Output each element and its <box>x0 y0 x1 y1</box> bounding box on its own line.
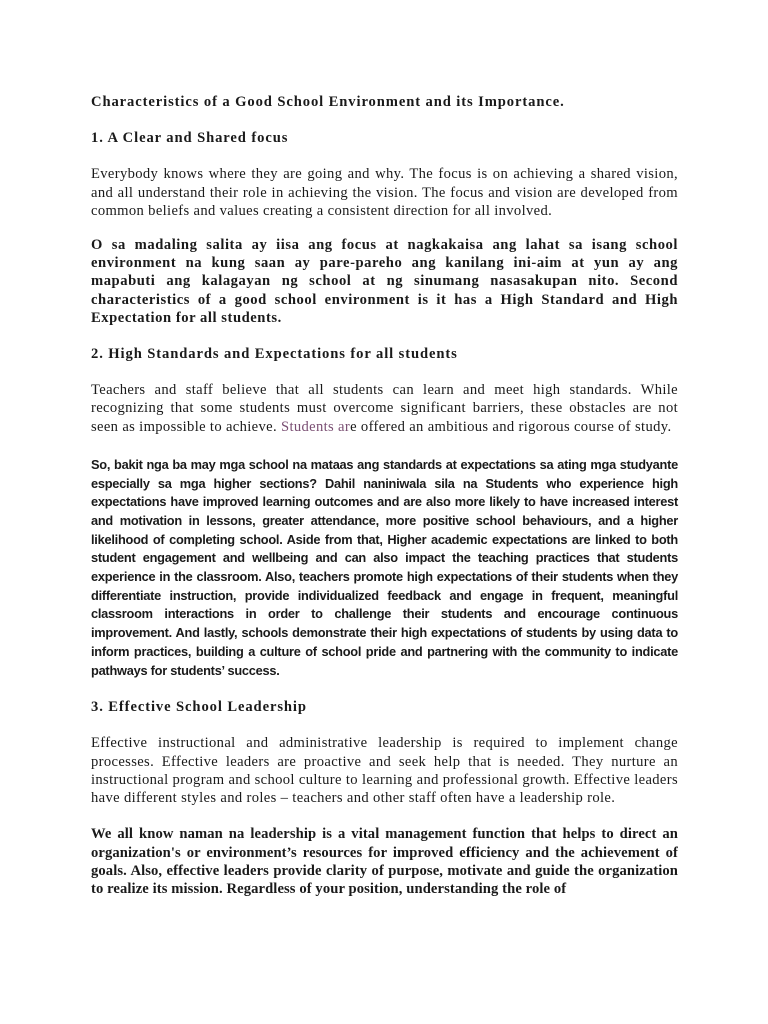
section-2-paragraph-tail: e offered an ambitious and rigorous course of study. <box>350 418 672 435</box>
section-3-commentary: We all know naman na leadership is a vital management function that helps to direct an organization's or environment’s resources for improved efficiency and the achievement of goals. Also, effective leaders provide clarity of purpose, motivate and guide the organization to realize its mission. Regardless of your position, understanding the role of <box>91 826 678 897</box>
document-title: Characteristics of a Good School Environment and its Importance. <box>91 94 565 110</box>
section-2-paragraph <box>91 381 678 436</box>
section-2-commentary: So, bakit nga ba may mga school na mataas ang standards at expectations sa ating mga studyante especially sa mga higher sections? Dahil naniniwala sila na Students who experience high expectations have improved learning outcomes and are also more likely to have increased interest and motivation in lessons, greater attendance, more positive school behaviours, and a higher likelihood of completing school. Aside from that, Higher academic expectations are linked to both student engagement and wellbeing and can also impact the teaching practices that students experience in the classroom. Also, teachers promote high expectations of their students when they differentiate instruction, provide individualized feedback and engage in frequent, meaningful classroom interactions in order to challenge their students and encourage continuous improvement. And lastly, schools demonstrate their high expectations of students by using data to inform practices, building a culture of school pride and partnering with the community to indicate pathways for students’ success. <box>91 456 678 678</box>
section-3-heading: 3. Effective School Leadership <box>91 699 307 716</box>
section-3-paragraph: Effective instructional and administrative leadership is required to implement change processes. Effective leaders are proactive and seek help that is needed. They nurture an instructional program and school culture to learning and professional growth. Effective leaders have different styles and roles – teachers and other staff often have a leadership role. <box>91 735 678 807</box>
section-2-paragraph-text: Teachers and staff believe that all students can learn and meet high standards. While recognizing that some students must overcome significant barriers, these obstacles are not seen as impossible to achieve. <box>91 382 678 435</box>
section-1-commentary: O sa madaling salita ay iisa ang focus at nagkakaisa ang lahat sa isang school environment na kung saan ay pare-pareho ang kanilang ini-aim at yun ay ang mapabuti ang kalagayan ng school at ng sinumang nasasakupan nito. Second characteristics of a good school environment is it has a High Standard and High Expectation for all students. <box>91 237 678 326</box>
section-1-paragraph: Everybody knows where they are going and why. The focus is on achieving a shared vision, and all understand their role in achieving the vision. The focus and vision are developed from common beliefs and values creating a consistent direction for all involved. <box>91 166 678 219</box>
section-1-heading: 1. A Clear and Shared focus <box>91 130 289 147</box>
section-2-heading: 2. High Standards and Expectations for all students <box>91 346 458 363</box>
students-link[interactable]: Students ar <box>280 418 351 435</box>
document-page <box>91 88 678 898</box>
